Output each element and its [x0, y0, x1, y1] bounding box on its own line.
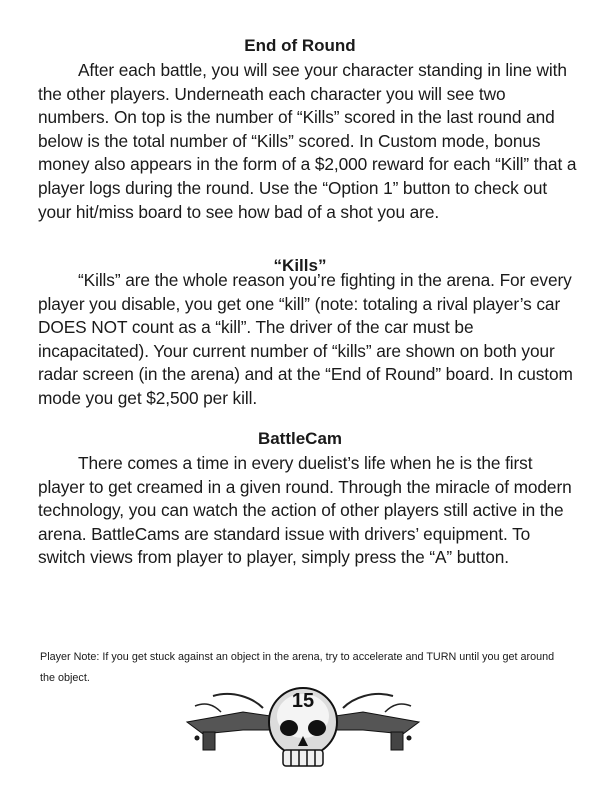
section-title-battlecam: BattleCam: [257, 429, 343, 448]
section-body-end-of-round: After each battle, you will see your character standing in line with the other players. Underneath each character you will see two numbers. On top is the number of “Kills” scored in the last round and below is the total number of “Kills” scored. In Custom mode, bonus money also appears in the form of a $2,000 reward for each “Kill” that a player logs during the round. Use the “Option 1” button to check out your hit/miss board to see how bad of a shot you are.: [38, 60, 577, 222]
section-body-kills: “Kills” are the whole reason you’re fighting in the arena. For every player you disable, you get one “kill” (note: totaling a rival player’s car DOES NOT count as a “kill”. The driver of the car must be incapacitated). Your current number of “kills” are shown on both your radar screen (in the arena) and at the “End of Round” board. In custom mode you get $2,500 per kill.: [38, 270, 573, 408]
page-number: 15: [291, 690, 315, 712]
page-number-badge: [183, 676, 423, 780]
skull-guns-emblem-icon: [183, 676, 423, 780]
player-note: Player Note: If you get stuck against an object in the arena, try to accelerate and TURN until you get around the object.: [40, 651, 555, 684]
section-title-kills: “Kills”: [273, 256, 327, 275]
section-title-end-of-round: End of Round: [244, 36, 356, 55]
section-body-battlecam: There comes a time in every duelist’s life when he is the first player to get creamed in a given round. Through the miracle of modern technology, you can watch the action of other players still active in the arena. BattleCams are standard issue with drivers’ equipment. To switch views from player to player, simply press the “A” button.: [38, 453, 572, 568]
